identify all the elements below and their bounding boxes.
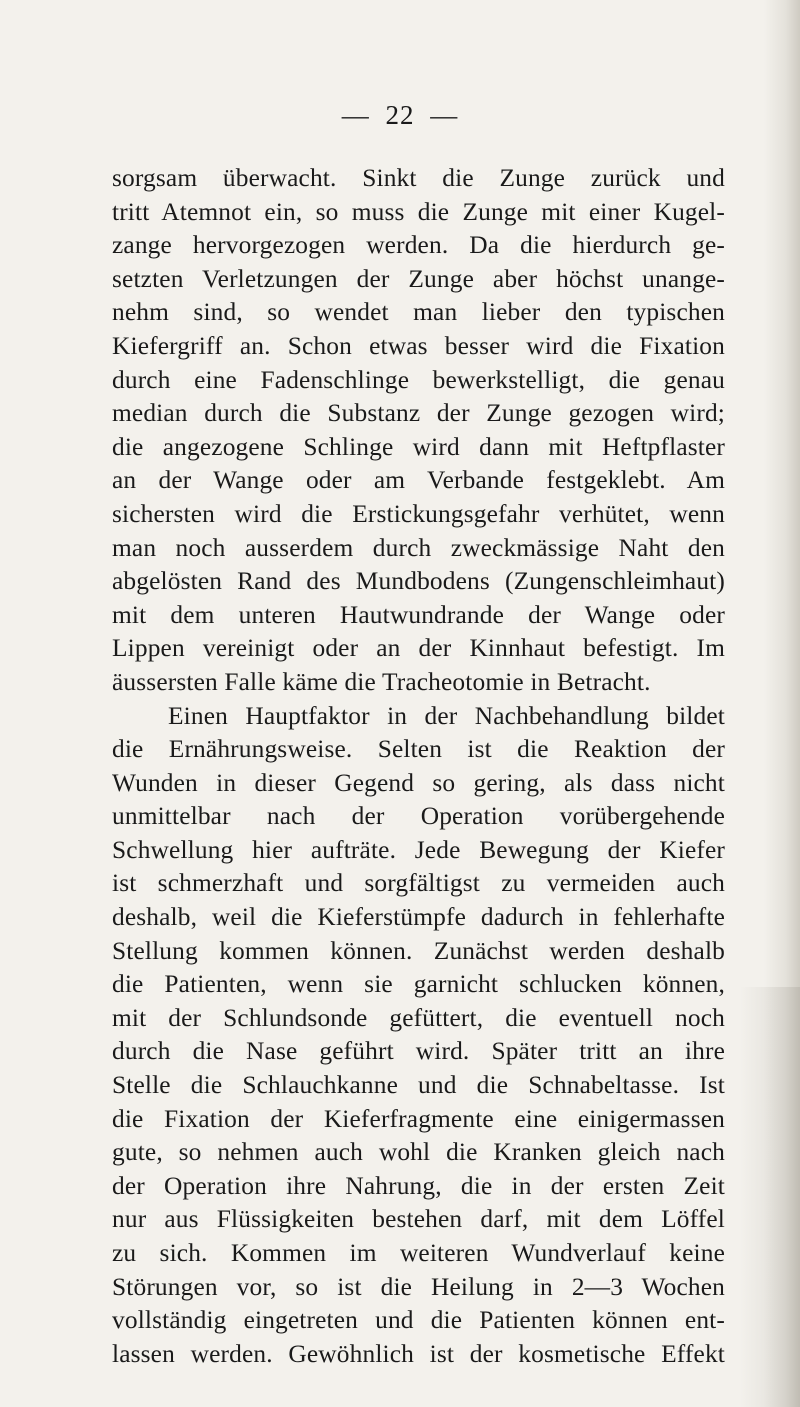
text-line: Schwellung hier aufträte. Jede Bewegung der Kiefer: [112, 835, 725, 864]
text-line: Störungen vor, so ist die Heilung in 2—3 Wochen: [112, 1272, 725, 1301]
text-line: sorgsam überwacht. Sinkt die Zunge zurück und: [112, 164, 725, 192]
text-line: ist schmerzhaft und sorgfältigst zu vermeiden auch: [112, 869, 725, 898]
text-line: Lippen vereinigt oder an der Kinnhaut befestigt. Im: [112, 634, 725, 663]
text-line: zu sich. Kommen im weiteren Wundverlauf keine: [112, 1239, 725, 1267]
text-line: tritt Atemnot ein, so muss die Zunge mit einer Kugel-: [112, 197, 725, 226]
text-line: Stelle die Schlauchkanne und die Schnabeltasse. Ist: [112, 1071, 725, 1100]
text-line: Wunden in dieser Gegend so gering, als dass nicht: [112, 768, 725, 797]
text-line: mit dem unteren Hautwundrande der Wange oder: [112, 600, 725, 629]
text-line: unmittelbar nach der Operation vorübergehende: [112, 802, 725, 831]
text-line: gute, so nehmen auch wohl die Kranken gleich nach: [112, 1138, 725, 1167]
text-line: Stellung kommen können. Zunächst werden deshalb: [112, 936, 725, 965]
text-line: nehm sind, so wendet man lieber den typischen: [112, 298, 725, 327]
text-line: äussersten Falle käme die Tracheotomie in Betracht.: [112, 667, 651, 696]
text-line: zange hervorgezogen werden. Da die hierdurch ge-: [112, 231, 725, 260]
text-line: die Patienten, wenn sie garnicht schlucken können,: [112, 970, 725, 999]
text-line: an der Wange oder am Verbande festgeklebt. Am: [112, 466, 725, 495]
text-line: median durch die Substanz der Zunge gezogen wird;: [112, 399, 725, 428]
page-corner-shadow: [740, 987, 800, 1407]
text-line: mit der Schlundsonde gefüttert, die eventuell noch: [112, 1003, 725, 1032]
text-line: abgelösten Rand des Mundbodens (Zungenschleimhaut): [112, 567, 725, 596]
text-line: lassen werden. Gewöhnlich ist der kosmetische Effekt: [112, 1339, 725, 1368]
text-line: durch die Nase geführt wird. Später tritt an ihre: [112, 1037, 725, 1066]
text-line: sichersten wird die Erstickungsgefahr verhütet, wenn: [112, 499, 725, 528]
text-line: die angezogene Schlinge wird dann mit Heftpflaster: [112, 432, 725, 461]
text-line: deshalb, weil die Kieferstümpfe dadurch in fehlerhafte: [112, 903, 725, 932]
text-line: der Operation ihre Nahrung, die in der ersten Zeit: [112, 1171, 725, 1200]
text-line: vollständig eingetreten und die Patienten können ent-: [112, 1306, 725, 1335]
text-line: die Ernährungsweise. Selten ist die Reaktion der: [112, 735, 725, 764]
text-line: Einen Hauptfaktor in der Nachbehandlung bildet: [168, 701, 725, 730]
text-line: durch eine Fadenschlinge bewerkstelligt, die genau: [112, 365, 725, 394]
text-line: nur aus Flüssigkeiten bestehen darf, mit dem Löffel: [112, 1205, 725, 1234]
body-text: [112, 162, 725, 1371]
text-line: setzten Verletzungen der Zunge aber höchst unange-: [112, 264, 725, 293]
text-line: Kiefergriff an. Schon etwas besser wird die Fixation: [112, 331, 725, 360]
text-line: die Fixation der Kieferfragmente eine einigermassen: [112, 1104, 725, 1133]
page-number: — 22 —: [341, 100, 459, 130]
text-line: man noch ausserdem durch zweckmässige Naht den: [112, 533, 725, 562]
